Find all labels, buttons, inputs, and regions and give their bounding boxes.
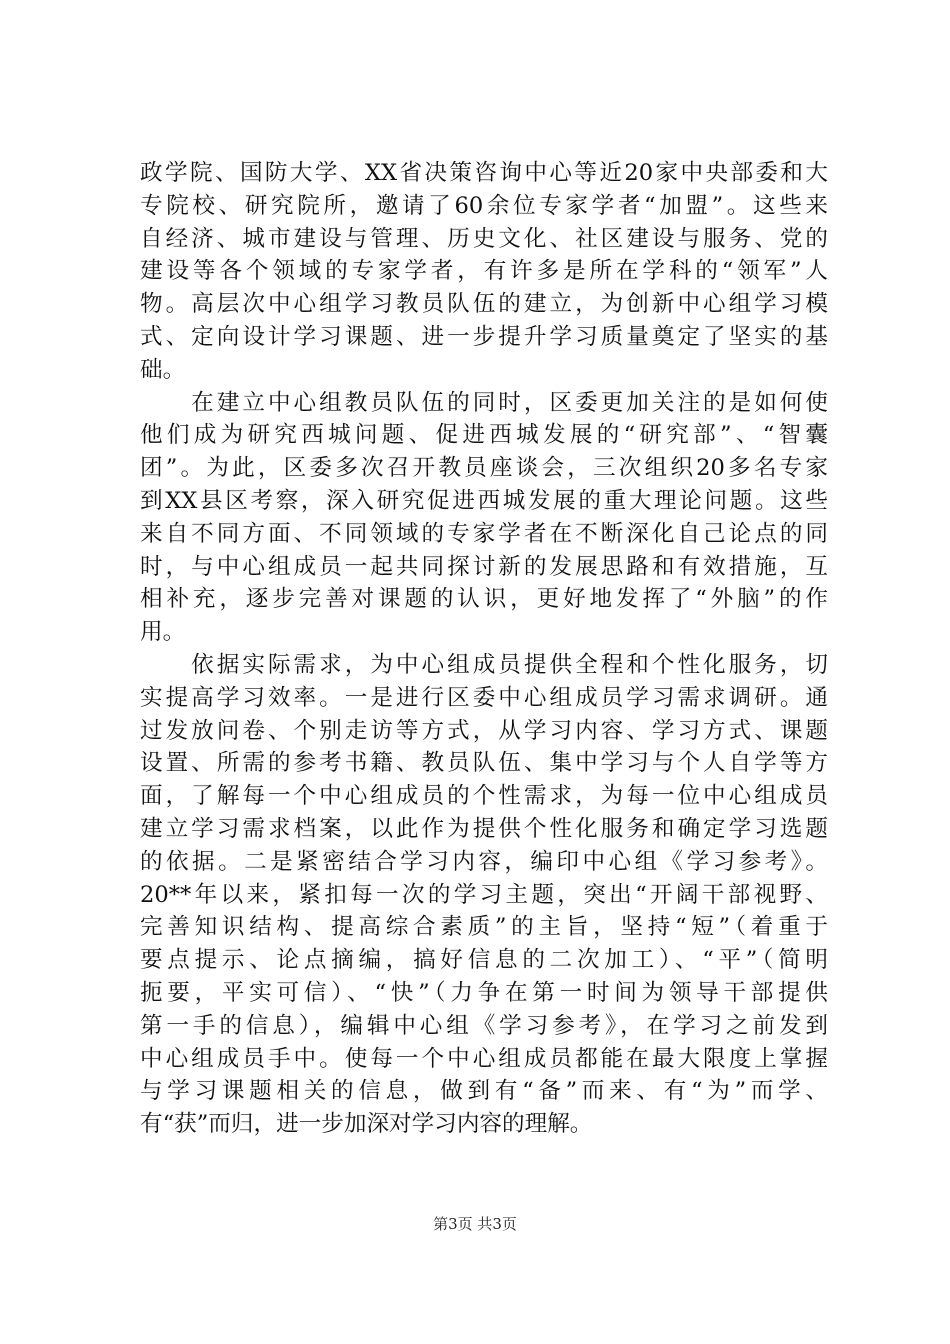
text-line: 础。 <box>140 356 186 383</box>
text-line: 设置、所需的参考书籍、教员队伍、集中学习与个人自学等方 <box>140 750 828 777</box>
text-line: 用。 <box>140 619 186 646</box>
page-footer: 第3页 共3页 <box>433 1215 517 1233</box>
text-line: 依据实际需求，为中心组成员提供全程和个性化服务，切 <box>140 651 828 678</box>
text-line: 过发放问卷、个别走访等方式，从学习内容、学习方式、课题 <box>140 717 828 744</box>
text-line: 专院校、研究院所，邀请了60余位专家学者“加盟”。这些来 <box>140 192 828 219</box>
text-line: 中心组成员手中。使每一个中心组成员都能在最大限度上掌握 <box>140 1045 828 1072</box>
text-line: 政学院、国防大学、XX省决策咨询中心等近20家中央部委和大 <box>140 160 828 186</box>
text-line: 面，了解每一个中心组成员的个性需求，为每一位中心组成员 <box>140 783 828 810</box>
text-line: 与学习课题相关的信息，做到有“备”而来、有“为”而学、 <box>140 1078 828 1105</box>
text-line: 物。高层次中心组学习教员队伍的建立，为创新中心组学习模 <box>140 291 828 318</box>
text-line: 扼要，平实可信）、“快”（力争在第一时间为领导干部提供 <box>140 979 828 1006</box>
text-line: 他们成为研究西城问题、促进西城发展的“研究部”、“智囊 <box>140 422 828 449</box>
text-line: 有“获”而归，进一步加深对学习内容的理解。 <box>140 1111 593 1138</box>
text-line: 来自不同方面、不同领域的专家学者在不断深化自己论点的同 <box>140 520 828 547</box>
text-line: 完善知识结构、提高综合素质”的主旨，坚持“短”（着重于 <box>140 914 828 941</box>
text-line: 要点提示、论点摘编，搞好信息的二次加工）、“平”（简明 <box>140 947 828 974</box>
text-line: 相补充，逐步完善对课题的认识，更好地发挥了“外脑”的作 <box>140 586 828 613</box>
text-line: 式、定向设计学习课题、进一步提升学习质量奠定了坚实的基 <box>140 323 828 350</box>
text-line: 时，与中心组成员一起共同探讨新的发展思路和有效措施，互 <box>140 553 828 580</box>
text-line: 自经济、城市建设与管理、历史文化、社区建设与服务、党的 <box>140 225 828 252</box>
text-line: 的依据。二是紧密结合学习内容，编印中心组《学习参考》。 <box>140 848 828 875</box>
body-text <box>140 157 828 1141</box>
text-line: 实提高学习效率。一是进行区委中心组成员学习需求调研。通 <box>140 684 828 711</box>
text-line: 到XX县区考察，深入研究促进西城发展的重大理论问题。这些 <box>140 487 828 514</box>
text-line: 团”。为此，区委多次召开教员座谈会，三次组织20多名专家 <box>140 455 828 482</box>
text-line: 第一手的信息），编辑中心组《学习参考》，在学习之前发到 <box>140 1012 828 1039</box>
text-line: 20**年以来，紧扣每一次的学习主题，突出“开阔干部视野、 <box>140 881 828 908</box>
text-line: 在建立中心组教员队伍的同时，区委更加关注的是如何使 <box>140 389 828 416</box>
text-line: 建立学习需求档案，以此作为提供个性化服务和确定学习选题 <box>140 815 828 842</box>
text-line: 建设等各个领域的专家学者，有许多是所在学科的“领军”人 <box>140 258 828 285</box>
